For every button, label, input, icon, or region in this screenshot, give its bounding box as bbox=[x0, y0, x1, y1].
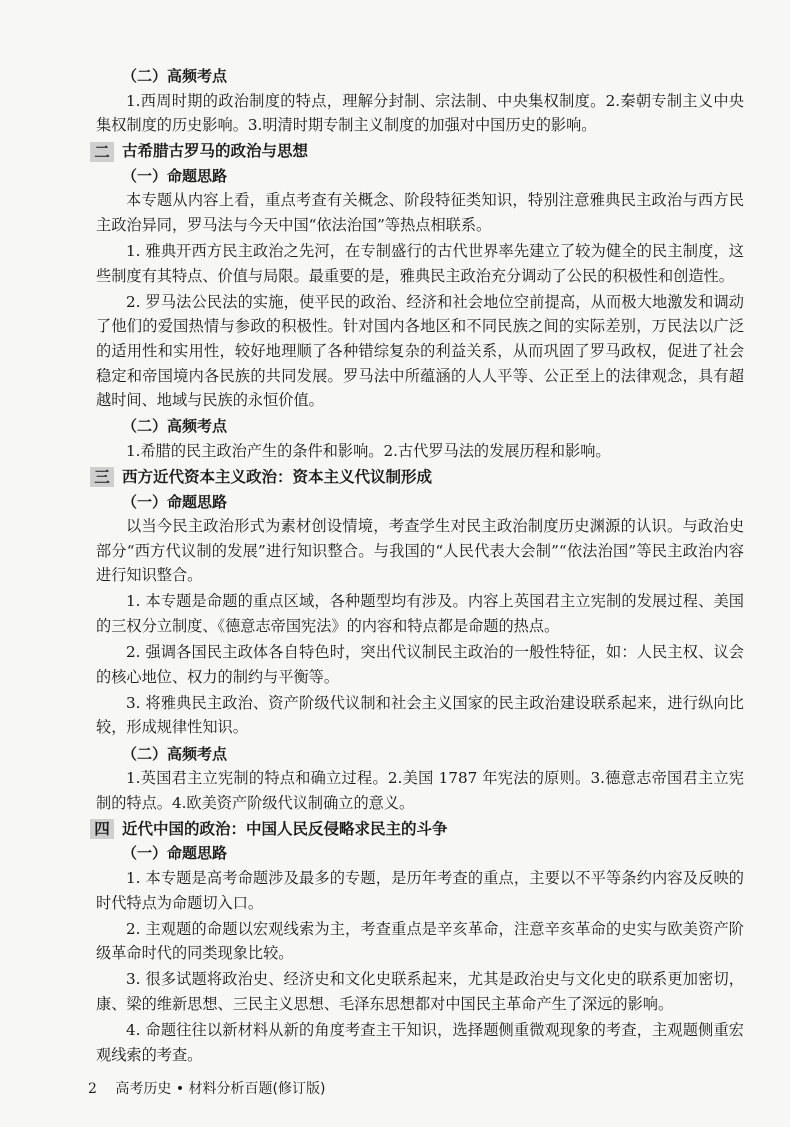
paragraph: 本专题从内容上看，重点考查有关概念、阶段特征类知识，特别注意雅典民主政治与西方民主政治异同，罗马法与今天中国“依法治国”等热点相联系。 bbox=[96, 191, 744, 235]
paragraph: 1.西周时期的政治制度的特点，理解分封制、宗法制、中央集权制度。2.秦朝专制主义中央集权制度的历史影响。3.明清时期专制主义制度的加强对中国历史的影响。 bbox=[96, 91, 744, 135]
page-number: 2 bbox=[88, 1081, 97, 1097]
paragraph: 以当今民主政治形式为素材创设情境，考查学生对民主政治制度历史渊源的认识。与政治史部分“西方代议制的发展”进行知识整合。与我国的“人民代表大会制”“依法治国”等民主政治内容进行知识整合。 bbox=[96, 517, 744, 585]
paragraph: 1.希腊的民主政治产生的条件和影响。2.古代罗马法的发展历程和影响。 bbox=[126, 441, 611, 460]
paragraph: 1.英国君主立宪制的特点和确立过程。2.美国 1787 年宪法的原则。3.德意志帝国君主立宪制的特点。4.欧美资产阶级代议制确立的意义。 bbox=[96, 769, 744, 812]
paragraph: 2. 罗马法公民法的实施，使平民的政治、经济和社会地位空前提高，从而极大地激发和调动了他们的爱国热情与参政的积极性。针对国内各地区和不同民族之间的实际差别，万民法以广泛的适用性和实用性，较好地理顺了各种错综复杂的利益关系，从而巩固了罗马政权，促进了社会稳定和帝国境内各民族的共同发展。罗马法中所蕴涵的人人平等、公正至上的法律观念，具有超越时间、地域与民族的永恒价值。 bbox=[96, 292, 744, 410]
subsection-heading: （一）命题思路 bbox=[122, 844, 228, 863]
section-number-badge: 四 bbox=[90, 819, 114, 839]
paragraph: 1. 雅典开西方民主政治之先河，在专制盛行的古代世界率先建立了较为健全的民主制度，这些制度有其特点、价值与局限。最重要的是，雅典民主政治充分调动了公民的积极性和创造性。 bbox=[96, 242, 744, 285]
subsection-heading: （一）命题思路 bbox=[122, 492, 228, 511]
paragraph: 2. 主观题的命题以宏观线索为主，考查重点是辛亥革命，注意辛亥革命的史实与欧美资产阶级革命时代的同类现象比较。 bbox=[96, 919, 744, 963]
subsection-heading: （一）命题思路 bbox=[122, 166, 228, 185]
section-heading bbox=[90, 139, 744, 164]
section-number-badge: 三 bbox=[90, 467, 114, 487]
section-title: 古希腊古罗马的政治与思想 bbox=[122, 142, 309, 161]
subsection-heading: （二）高频考点 bbox=[122, 417, 228, 436]
subsection-heading: （二）高频考点 bbox=[122, 744, 228, 763]
section-title: 近代中国的政治：中国人民反侵略求民主的斗争 bbox=[122, 819, 448, 838]
paragraph: 2. 强调各国民主政体各自特色时，突出代议制民主政治的一般性特征，如：人民主权、议会的核心地位、权力的制约与平衡等。 bbox=[96, 643, 744, 686]
paragraph: 3. 将雅典民主政治、资产阶级代议制和社会主义国家的民主政治建设联系起来，进行纵向比较，形成规律性知识。 bbox=[96, 693, 744, 737]
section-heading bbox=[90, 465, 744, 490]
paragraph: 4. 命题往往以新材料从新的角度考查主干知识，选择题侧重微观现象的考查，主观题侧重宏观线索的考查。 bbox=[96, 1021, 744, 1064]
page-body bbox=[96, 64, 744, 1069]
section-title: 西方近代资本主义政治：资本主义代议制形成 bbox=[122, 468, 433, 486]
paragraph: 1. 本专题是命题的重点区域，各种题型均有涉及。内容上英国君主立宪制的发展过程、美国的三权分立制度、《德意志帝国宪法》的内容和特点都是命题的热点。 bbox=[96, 592, 744, 636]
subsection-heading: （二）高频考点 bbox=[122, 67, 228, 85]
paragraph: 3. 很多试题将政治史、经济史和文化史联系起来，尤其是政治史与文化史的联系更加密切，康、梁的维新思想、三民主义思想、毛泽东思想都对中国民主革命产生了深远的影响。 bbox=[96, 970, 744, 1013]
paragraph: 1. 本专题是高考命题涉及最多的专题，是历年考查的重点，主要以不平等条约内容及反映的时代特点为命题切入口。 bbox=[96, 869, 744, 912]
book-title: 高考历史 • 材料分析百题(修订版) bbox=[115, 1081, 326, 1097]
section-number-badge: 二 bbox=[90, 142, 114, 162]
section-heading bbox=[90, 817, 744, 842]
page-footer bbox=[88, 1078, 325, 1098]
